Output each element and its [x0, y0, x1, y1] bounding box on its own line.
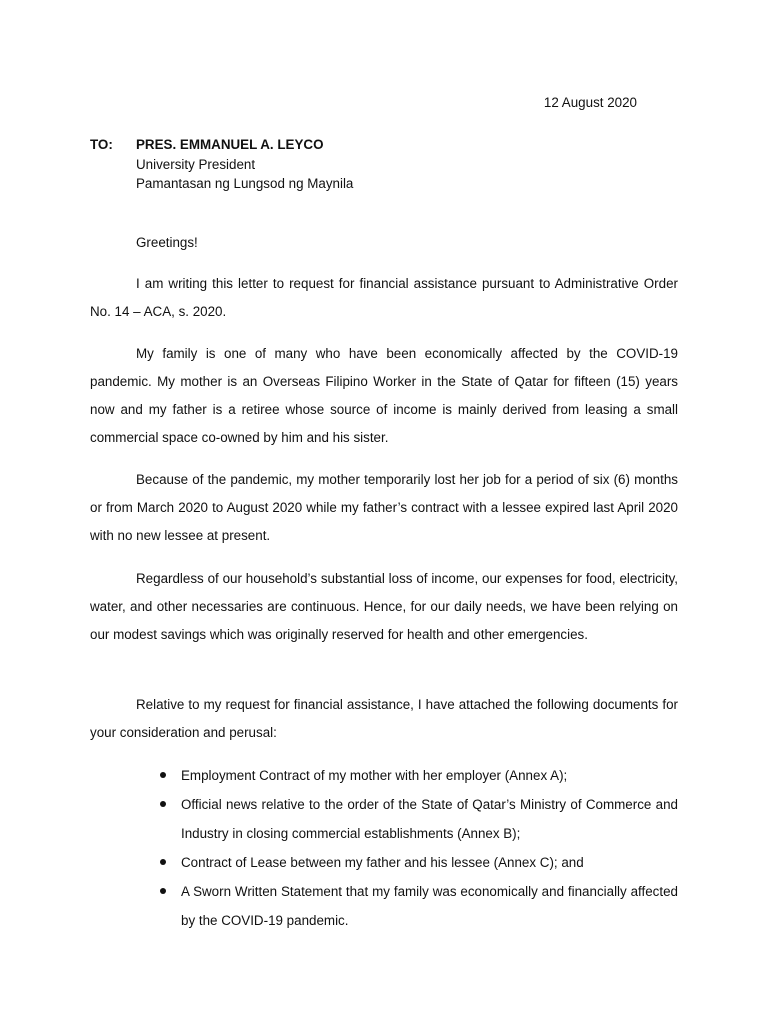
paragraph-expenses: Regardless of our household’s substantial loss of income, our expenses for food, electricity, water, and other necessaries are continuous. Hence, for our daily needs, we have been relying on our modest savings which was originally reserved for health and other emergencies.	[90, 571, 678, 642]
attachment-text: Employment Contract of my mother with her employer (Annex A);	[181, 768, 568, 783]
paragraph-income-loss: Because of the pandemic, my mother temporarily lost her job for a period of six (6) months or from March 2020 to August 2020 while my father’s contract with a lessee expired last April 2020 with no new lessee at present.	[90, 472, 678, 543]
list-item	[136, 848, 678, 877]
paragraph-attachments-intro: Relative to my request for financial assistance, I have attached the following documents for your consideration and perusal:	[90, 697, 678, 740]
list-item	[136, 761, 678, 790]
attachment-text: Contract of Lease between my father and his lessee (Annex C); and	[181, 855, 584, 870]
bullet-icon	[160, 859, 166, 865]
bullet-icon	[160, 888, 166, 894]
attachments-list	[136, 761, 678, 935]
list-item	[136, 790, 678, 848]
to-label: TO:	[90, 137, 113, 152]
addressee-block	[90, 135, 678, 194]
recipient-title: University President	[136, 156, 256, 172]
recipient-institution: Pamantasan ng Lungsod ng Maynila	[136, 176, 354, 191]
paragraph-family-situation: My family is one of many who have been economically affected by the COVID-19 pandemic. My mother is an Overseas Filipino Worker in the State of Qatar for fifteen (15) years now and my father is a retiree whose source of income is mainly derived from leasing a small commercial space co-owned by him and his sister.	[90, 346, 678, 445]
attachment-text: Official news relative to the order of the State of Qatar’s Ministry of Commerce and Industry in closing commercial establishments (Annex B);	[181, 797, 678, 841]
list-item	[136, 877, 678, 935]
attachment-text: A Sworn Written Statement that my family was economically and financially affected by the COVID-19 pandemic.	[181, 884, 678, 928]
letter-date: 12 August 2020	[543, 95, 637, 110]
addressee-row	[90, 135, 678, 194]
recipient-details	[136, 135, 353, 194]
paragraph-request: I am writing this letter to request for financial assistance pursuant to Administrative Order No. 14 – ACA, s. 2020.	[90, 276, 678, 319]
bullet-icon	[160, 772, 166, 778]
bullet-icon	[160, 801, 166, 807]
greeting: Greetings!	[136, 235, 198, 250]
recipient-name: PRES. EMMANUEL A. LEYCO	[136, 137, 324, 152]
